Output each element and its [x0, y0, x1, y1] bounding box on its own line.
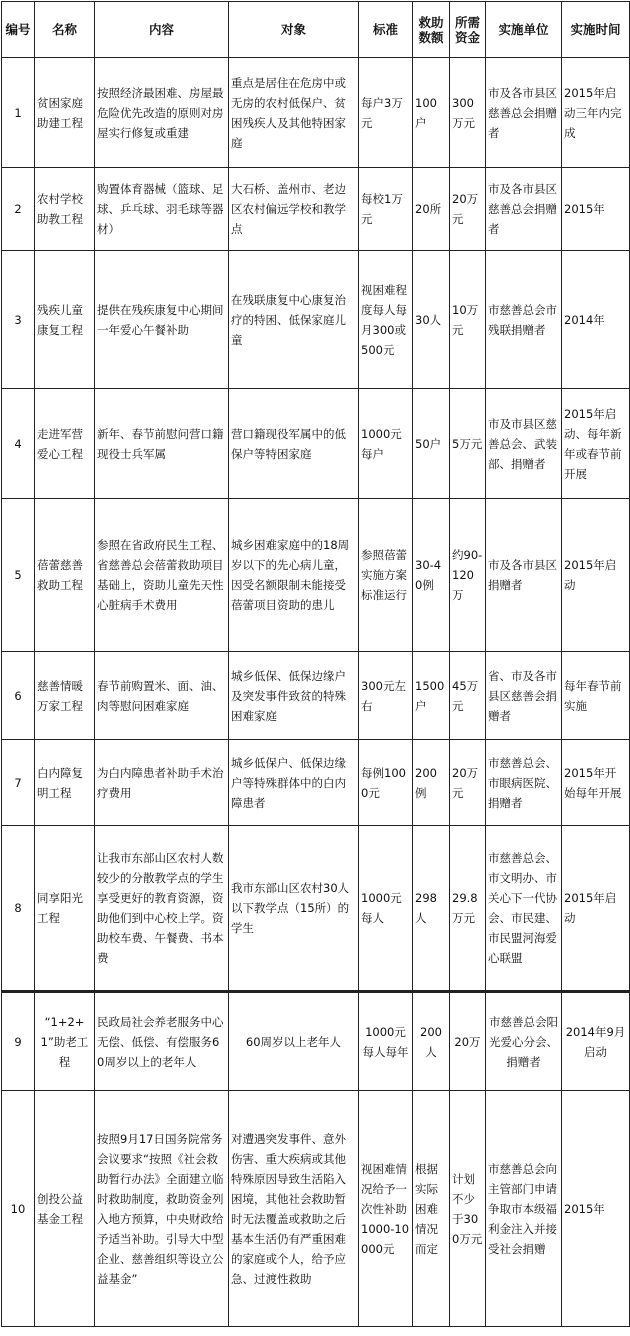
- cell-name: “1+2+1”助老工程: [35, 992, 95, 1091]
- cell-standard: 300元左右: [359, 652, 413, 740]
- cell-standard: 视困难程度每人每月300或500元: [359, 251, 413, 389]
- cell-count: 根据实际困难情况而定: [413, 1091, 450, 1327]
- cell-count: 20所: [413, 168, 450, 251]
- cell-name: 蓓蕾慈善救助工程: [35, 499, 95, 652]
- table-row: [2, 251, 630, 389]
- header-num: 编号: [2, 2, 35, 58]
- cell-count: 30人: [413, 251, 450, 389]
- cell-target: 城乡困难家庭中的18周岁以下的先心病儿童，因受名额限制未能接受蓓蕾项目资助的患儿: [229, 499, 359, 652]
- cell-content: 为白内障患者补助手术治疗费用: [95, 740, 229, 826]
- cell-time: 2015年: [562, 1091, 630, 1327]
- cell-target: 营口籍现役军属中的低保户等特困家庭: [229, 389, 359, 499]
- cell-unit: 市及各市县区慈善总会捐赠者: [486, 58, 562, 168]
- cell-num: 3: [2, 251, 35, 389]
- table-row: [2, 168, 630, 251]
- cell-standard: 1000元每人每年: [359, 992, 413, 1091]
- cell-funds: 20万: [450, 992, 486, 1091]
- cell-unit: 市及各市县区慈善总会捐赠者: [486, 168, 562, 251]
- header-count: 救助数额: [413, 2, 450, 58]
- table-row: [2, 58, 630, 168]
- cell-funds: 300万元: [450, 58, 486, 168]
- table-row: [2, 992, 630, 1091]
- cell-target: 60周岁以上老年人: [229, 992, 359, 1091]
- cell-unit: 市慈善总会、市眼病医院、捐赠者: [486, 740, 562, 826]
- cell-num: 5: [2, 499, 35, 652]
- cell-time: 2015年启动、每年新年或春节前开展: [562, 389, 630, 499]
- cell-name: 白内障复明工程: [35, 740, 95, 826]
- cell-content: 春节前购置米、面、油、肉等慰问困难家庭: [95, 652, 229, 740]
- cell-unit: 市慈善总会、市文明办、市关心下一代协会、市民建、市民盟河海爱心联盟: [486, 826, 562, 992]
- cell-content: 提供在残疾康复中心期间一年爱心午餐补助: [95, 251, 229, 389]
- table-row: [2, 389, 630, 499]
- cell-name: 创投公益基金工程: [35, 1091, 95, 1327]
- cell-num: 2: [2, 168, 35, 251]
- cell-num: 8: [2, 826, 35, 992]
- cell-target: 大石桥、盖州市、老边区农村偏远学校和教学点: [229, 168, 359, 251]
- cell-funds: 5万元: [450, 389, 486, 499]
- cell-num: 6: [2, 652, 35, 740]
- cell-content: 参照在省政府民生工程、省慈善总会蓓蕾救助项目基础上，资助儿童先天性心脏病手术费用: [95, 499, 229, 652]
- cell-funds: 20万元: [450, 168, 486, 251]
- cell-name: 慈善情暖万家工程: [35, 652, 95, 740]
- cell-funds: 约90-120万: [450, 499, 486, 652]
- cell-time: 2015年: [562, 168, 630, 251]
- cell-standard: 视困难情况给予一次性补助1000-10000元: [359, 1091, 413, 1327]
- cell-standard: 每户3万元: [359, 58, 413, 168]
- header-target: 对象: [229, 2, 359, 58]
- cell-name: 贫困家庭助建工程: [35, 58, 95, 168]
- cell-count: 100户: [413, 58, 450, 168]
- cell-target: 重点是居住在危房中或无房的农村低保户、贫困残疾人及其他特困家庭: [229, 58, 359, 168]
- cell-standard: 每例1000元: [359, 740, 413, 826]
- cell-unit: 省、市及各市县区慈善会捐赠者: [486, 652, 562, 740]
- header-standard: 标准: [359, 2, 413, 58]
- cell-count: 200人: [413, 992, 450, 1091]
- cell-time: 2015年开始每年开展: [562, 740, 630, 826]
- cell-count: 1500户: [413, 652, 450, 740]
- header-content: 内容: [95, 2, 229, 58]
- header-time: 实施时间: [562, 2, 630, 58]
- header-funds: 所需资金: [450, 2, 486, 58]
- cell-unit: 市慈善总会市残联捐赠者: [486, 251, 562, 389]
- cell-unit: 市慈善总会阳光爱心分会、捐赠者: [486, 992, 562, 1091]
- cell-funds: 10万元: [450, 251, 486, 389]
- table-header-row: [2, 2, 630, 58]
- table-row: [2, 826, 630, 992]
- cell-content: 让我市东部山区农村人数较少的分散教学点的学生享受更好的教育资源，资助他们到中心校上学。资助校车费、午餐费、书本费: [95, 826, 229, 992]
- cell-funds: 45万元: [450, 652, 486, 740]
- table-row: [2, 499, 630, 652]
- cell-funds: 20万元: [450, 740, 486, 826]
- cell-content: 按照经济最困难、房屋最危险优先改造的原则对房屋实行修复或重建: [95, 58, 229, 168]
- cell-time: 2015年启动: [562, 826, 630, 992]
- cell-content: 购置体育器械（篮球、足球、乒乓球、羽毛球等器材）: [95, 168, 229, 251]
- header-name: 名称: [35, 2, 95, 58]
- cell-count: 200例: [413, 740, 450, 826]
- cell-name: 走进军营爱心工程: [35, 389, 95, 499]
- cell-time: 2015年启动: [562, 499, 630, 652]
- cell-num: 1: [2, 58, 35, 168]
- cell-content: 民政局社会养老服务中心无偿、低偿、有偿服务60周岁以上的老年人: [95, 992, 229, 1091]
- cell-time: 2014年: [562, 251, 630, 389]
- cell-time: 2015年启动三年内完成: [562, 58, 630, 168]
- cell-funds: 计划不少于300万元: [450, 1091, 486, 1327]
- cell-num: 7: [2, 740, 35, 826]
- cell-name: 残疾儿童康复工程: [35, 251, 95, 389]
- cell-num: 9: [2, 992, 35, 1091]
- cell-name: 农村学校助教工程: [35, 168, 95, 251]
- cell-target: 城乡低保户、低保边缘户等特殊群体中的白内障患者: [229, 740, 359, 826]
- table-row: [2, 652, 630, 740]
- cell-num: 10: [2, 1091, 35, 1327]
- cell-funds: 29.8万元: [450, 826, 486, 992]
- cell-unit: 市及市县区慈善总会、武装部、捐赠者: [486, 389, 562, 499]
- header-unit: 实施单位: [486, 2, 562, 58]
- cell-count: 298人: [413, 826, 450, 992]
- cell-target: 我市东部山区农村30人以下教学点（15所）的学生: [229, 826, 359, 992]
- cell-standard: 每校1万元: [359, 168, 413, 251]
- cell-time: 2014年9月启动: [562, 992, 630, 1091]
- cell-standard: 参照蓓蕾实施方案标准运行: [359, 499, 413, 652]
- cell-target: 城乡低保、低保边缘户及突发事件致贫的特殊困难家庭: [229, 652, 359, 740]
- cell-count: 50户: [413, 389, 450, 499]
- cell-content: 新年、春节前慰问营口籍现役士兵军属: [95, 389, 229, 499]
- cell-content: 按照9月17日国务院常务会议要求“按照《社会救助暂行办法》全面建立临时救助制度，救助资金列入地方预算，中央财政给予适当补助。引导大中型企业、慈善组织等设立公益基金”: [95, 1091, 229, 1327]
- table-row: [2, 1091, 630, 1327]
- charity-projects-table: [1, 1, 630, 1327]
- cell-unit: 市及各市县区捐赠者: [486, 499, 562, 652]
- cell-unit: 市慈善总会向主管部门申请争取市本级福利金注入并接受社会捐赠: [486, 1091, 562, 1327]
- cell-standard: 1000元每人: [359, 826, 413, 992]
- table-row: [2, 740, 630, 826]
- cell-target: 对遭遇突发事件、意外伤害、重大疾病或其他特殊原因导致生活陷入困境，其他社会救助暂时无法覆盖或救助之后基本生活仍有严重困难的家庭或个人，给予应急、过渡性救助: [229, 1091, 359, 1327]
- cell-standard: 1000元每户: [359, 389, 413, 499]
- cell-target: 在残联康复中心康复治疗的特困、低保家庭儿童: [229, 251, 359, 389]
- cell-count: 30-40例: [413, 499, 450, 652]
- cell-num: 4: [2, 389, 35, 499]
- cell-name: 同享阳光工程: [35, 826, 95, 992]
- cell-time: 每年春节前实施: [562, 652, 630, 740]
